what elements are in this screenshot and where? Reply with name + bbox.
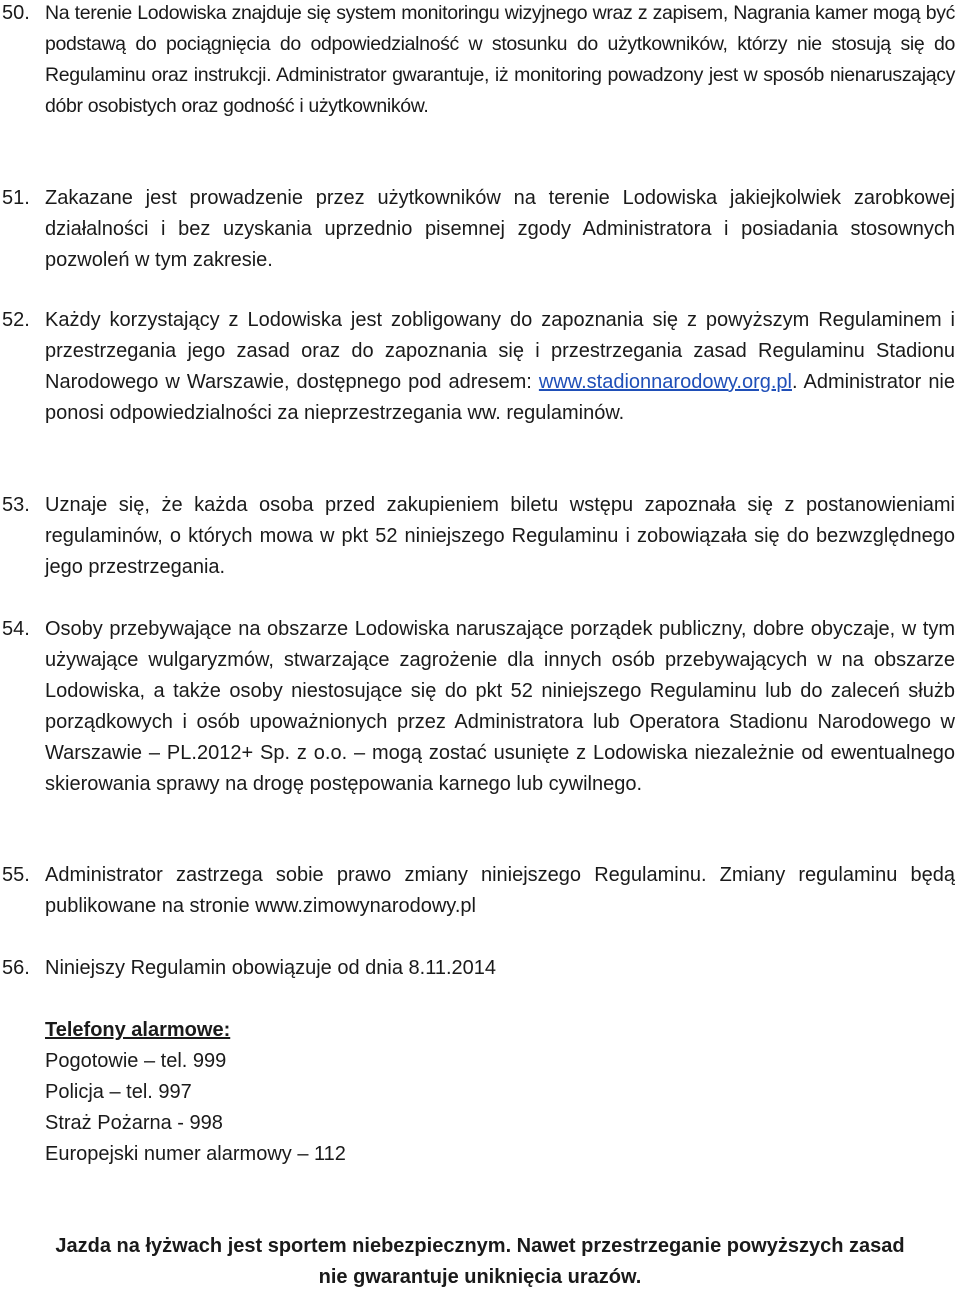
item-number: 56. bbox=[2, 957, 30, 979]
contact-european-emergency: Europejski numer alarmowy – 112 bbox=[45, 1143, 346, 1165]
item-text: Osoby przebywające na obszarze Lodowiska naruszające porządek publiczny, dobre obyczaje, w tym używające wulgaryzmów, stwarzające zagrożenie dla innych osób przebywających w na obszarze Lodowiska, a także osoby niestosujące się do pkt 52 niniejszego Regulaminu lub do zaleceń służb porządkowych i osób upoważnionych przez Administratora lub Operatora Stadionu Narodowego w Warszawie – PL.2012+ Sp. z o.o. – mogą zostać usunięte z Lodowiska niezależnie od ewentualnego skierowania sprawy na drogę postępowania karnego lub cywilnego. bbox=[45, 618, 955, 795]
item-text: Niniejszy Regulamin obowiązuje od dnia 8.11.2014 bbox=[45, 957, 497, 979]
item-number: 51. bbox=[2, 187, 30, 209]
item-number: 53. bbox=[2, 494, 30, 516]
footer-line-1: Jazda na łyżwach jest sportem niebezpiecznym. Nawet przestrzeganie powyższych zasad bbox=[55, 1235, 905, 1257]
footer-line-2: nie gwarantuje uniknięcia urazów. bbox=[318, 1266, 642, 1288]
item-55 bbox=[0, 860, 960, 922]
item-text-before-link: Każdy korzystający z Lodowiska jest zobligowany do zapoznania się z powyższym Regulaminem i przestrzegania jego zasad oraz do zapoznania się i przestrzegania zasad Regulaminu Stadionu Narodowego w Warszawie, dostępnego pod adresem: bbox=[45, 309, 955, 393]
item-text: Administrator zastrzega sobie prawo zmiany niniejszego Regulaminu. Zmiany regulaminu będą publikowane na stronie www.zimowynarodowy.pl bbox=[45, 864, 955, 917]
item-54 bbox=[0, 614, 960, 800]
item-text bbox=[45, 305, 955, 429]
item-52 bbox=[0, 305, 960, 429]
item-text: Na terenie Lodowiska znajduje się system monitoringu wizyjnego wraz z zapisem, Nagrania kamer mogą być podstawą do pociągnięcia do odpowiedzialność w stosunku do użytkowników, którzy nie stosują się do Regulaminu oraz instrukcji. Administrator gwarantuje, iż monitoring powadzony jest w sposób nienaruszający dóbr osobistych oraz godność i użytkowników. bbox=[45, 2, 955, 117]
item-text-after-link: . Administrator nie ponosi odpowiedzialności za nieprzestrzegania ww. regulaminów. bbox=[45, 371, 956, 424]
item-number: 52. bbox=[2, 309, 30, 331]
contact-police: Policja – tel. 997 bbox=[45, 1081, 192, 1103]
safety-warning-footer bbox=[0, 1231, 960, 1293]
item-53 bbox=[0, 490, 960, 583]
stadium-website-link[interactable]: www.stadionnarodowy.org.pl bbox=[538, 371, 792, 393]
item-text: Uznaje się, że każda osoba przed zakupieniem biletu wstępu zapoznała się z postanowieniami regulaminów, o których mowa w pkt 52 niniejszego Regulaminu i zobowiązała się do bezwzględnego jego przestrzegania. bbox=[45, 494, 955, 578]
item-number: 50. bbox=[2, 2, 30, 24]
emergency-contacts-heading: Telefony alarmowe: bbox=[45, 1019, 231, 1041]
contact-fire-brigade: Straż Pożarna - 998 bbox=[45, 1112, 223, 1134]
item-50 bbox=[0, 0, 960, 122]
item-text: Zakazane jest prowadzenie przez użytkowników na terenie Lodowiska jakiejkolwiek zarobkowej działalności i bez uzyskania uprzednio pisemnej zgody Administratora i posiadania stosownych pozwoleń w tym zakresie. bbox=[45, 187, 955, 271]
item-number: 55. bbox=[2, 864, 30, 886]
item-56 bbox=[0, 953, 960, 984]
item-51 bbox=[0, 183, 960, 276]
contact-ambulance: Pogotowie – tel. 999 bbox=[45, 1050, 227, 1072]
item-number: 54. bbox=[2, 618, 30, 640]
emergency-contacts bbox=[45, 1015, 346, 1170]
